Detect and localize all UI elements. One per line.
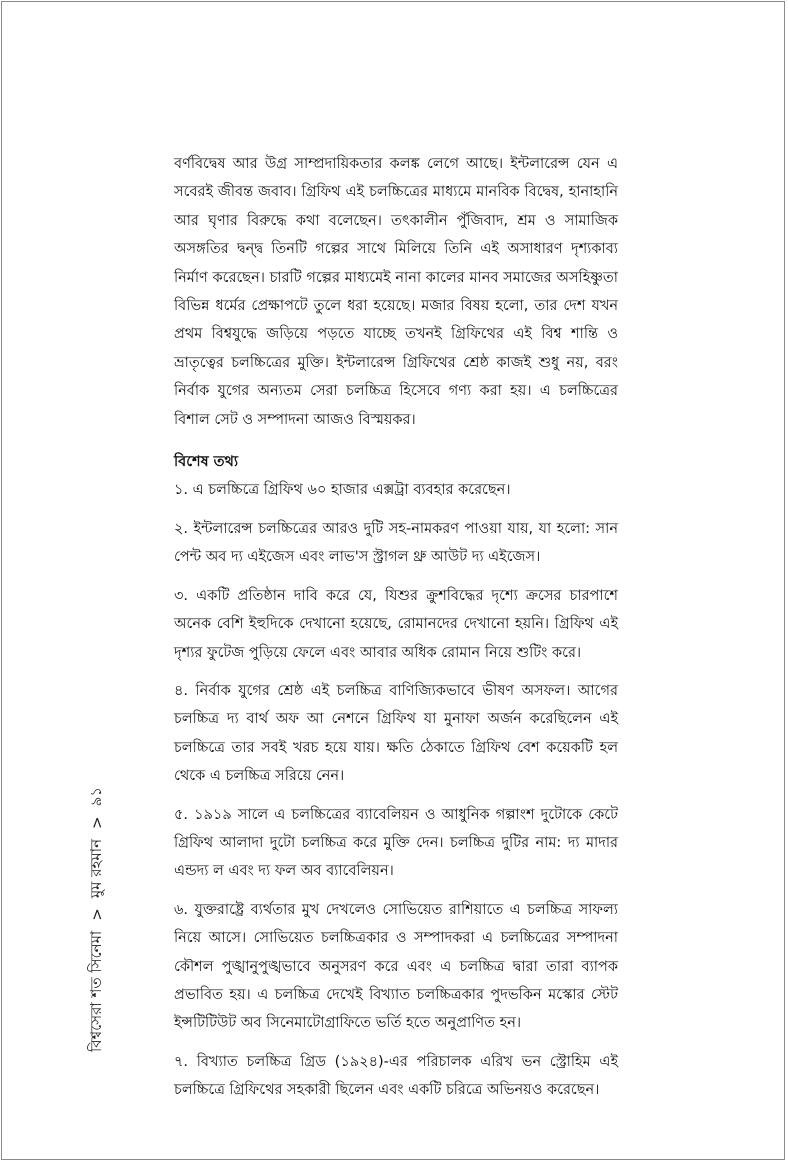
book-title: বিশ্বসেরা শত সিনেমা [86, 930, 105, 1052]
author-name: মুম রহমান [86, 838, 105, 899]
separator: > [88, 908, 106, 921]
facts-heading: বিশেষ তথ্য [174, 454, 239, 471]
fact-item: ৫. ১৯১৯ সালে এ চলচ্চিত্রের ব্যাবেলিয়ন ও আধুনিক গল্পাংশ দুটোকে কেটে গ্রিফিথ আলাদা দুটো চলচ্চিত্র করে মুক্তি দেন। চলচ্চিত্র দুটির নাম: দ্য মাদার এন্ডদ্য ল এবং দ্য ফল অব ব্যাবেলিয়ন। [174, 806, 618, 880]
intro-paragraph: বর্ণবিদ্বেষ আর উগ্র সাম্প্রদায়িকতার কলঙ্ক লেগে আছে। ইন্টলারেন্স যেন এ সবেরই জীবন্ত জবাব। গ্রিফিথ এই চলচ্চিত্রের মাধ্যমে মানবিক বিদ্বেষ, হানাহানি আর ঘৃণার বিরুদ্ধে কথা বলেছেন। তৎকালীন পুঁজিবাদ, শ্রম ও সামাজিক অসঙ্গতির দ্বন্দ্ব তিনটি গল্পের সাথে মিলিয়ে তিনি এই অসাধারণ দৃশ্যকাব্য নির্মাণ করেছেন। চারটি গল্পের মাধ্যমেই নানা কালের মানব সমাজের অসহিষ্ণুতা বিভিন্ন ধর্মের প্রেক্ষাপটে তুলে ধরা হয়েছে। মজার বিষয় হলো, তার দেশ যখন প্রথম বিশ্বযুদ্ধে জড়িয়ে পড়তে যাচ্ছে তখনই গ্রিফিথের এই বিশ্ব শান্তি ও ভ্রাতৃত্বের চলচ্চিত্রের মুক্তি। ইন্টলারেন্স গ্রিফিথের শ্রেষ্ঠ কাজই শুধু নয়, বরং নির্বাক যুগের অন্যতম সেরা চলচ্চিত্র হিসেবে গণ্য করা হয়। এ চলচ্চিত্রের বিশাল সেট ও সম্পাদনা আজও বিস্ময়কর। [174, 156, 618, 428]
fact-item: ৭. বিখ্যাত চলচ্চিত্র গ্রিড (১৯২৪)-এর পরিচালক এরিখ ভন স্ট্রোহিম এই চলচ্চিত্রে গ্রিফিথের সহকারী ছিলেন এবং একটি চরিত্রে অভিনয়ও করেছেন। [174, 1053, 618, 1099]
side-margin-running-head [84, 452, 110, 1052]
fact-item: ৩. একটি প্রতিষ্ঠান দাবি করে যে, যিশুর ক্রুশবিদ্ধের দৃশ্যে ক্রসের চারপাশে অনেক বেশি ইহুদিকে দেখানো হয়েছে, রোমানদের দেখানো হয়নি। গ্রিফিথ এই দৃশ্যর ফুটেজ পুড়িয়ে ফেলে এবং আবার অধিক রোমান নিয়ে শুটিং করে। [174, 587, 618, 661]
fact-item: ২. ইন্টলারেন্স চলচ্চিত্রের আরও দুটি সহ-নামকরণ পাওয়া যায়, যা হলো: সান পেন্ট অব দ্য এইজেস এবং লাভ'স স্ট্রাগল থ্রু আউট দ্য এইজেস। [174, 520, 618, 566]
separator: > [88, 816, 106, 829]
page-number: ৯১ [86, 786, 105, 807]
fact-item: ১. এ চলচ্চিত্রে গ্রিফিথ ৬০ হাজার এক্সট্রা ব্যবহার করেছেন। [174, 482, 511, 499]
fact-item: ৬. যুক্তরাষ্ট্রে ব্যর্থতার মুখ দেখলেও সোভিয়েত রাশিয়াতে এ চলচ্চিত্র সাফল্য নিয়ে আসে। সোভিয়েত চলচ্চিত্রকার ও সম্পাদকরা এ চলচ্চিত্রের সম্পাদনা কৌশল পুঙ্খানুপুঙ্খভাবে অনুসরণ করে এবং এ চলচ্চিত্র দ্বারা তারা ব্যাপক প্রভাবিত হয়। এ চলচ্চিত্র দেখেই বিখ্যাত চলচ্চিত্রকার পুদভকিন মস্কোর স্টেট ইন্সটিটিউট অব সিনেমাটোগ্রাফিতে ভর্তি হতে অনুপ্রাণিত হন। [174, 901, 618, 1032]
fact-item: ৪. নির্বাক যুগের শ্রেষ্ঠ এই চলচ্চিত্র বাণিজ্যিকভাবে ভীষণ অসফল। আগের চলচ্চিত্র দ্য বার্থ অফ আ নেশনে গ্রিফিথ যা মুনাফা অর্জন করেছিলেন এই চলচ্চিত্রে তার সবই খরচ হয়ে যায়। ক্ষতি ঠেকাতে গ্রিফিথ বেশ কয়েকটি হল থেকে এ চলচ্চিত্র সরিয়ে নেন। [174, 682, 618, 785]
page-body [174, 150, 618, 1105]
